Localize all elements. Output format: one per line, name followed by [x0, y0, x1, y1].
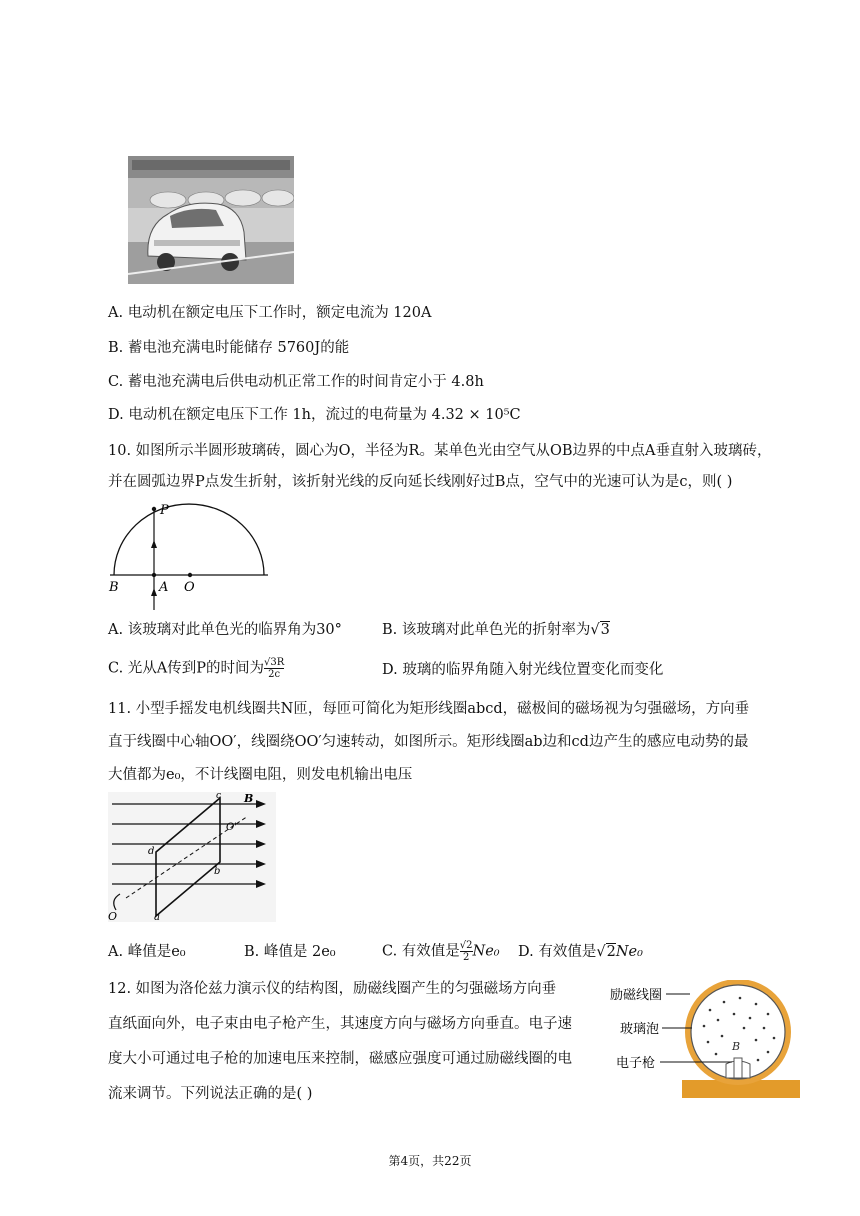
q11-stem-line2: 直于线圈中心轴OO′，线圈绕OO′匀速转动，如图所示。矩形线圈ab边和cd边产生的感应电动势的最	[108, 734, 749, 750]
q10-option-b: B. 该玻璃对此单色光的折射率为√3	[382, 622, 610, 638]
q10-option-c-num: √3R	[264, 657, 285, 668]
q10-option-b-math: 3	[600, 622, 610, 638]
label-coil: 励磁线圈	[610, 988, 663, 1003]
label-o-prime: O'	[226, 822, 237, 833]
label-b-corner: b	[214, 866, 221, 877]
q9-option-b: B. 蓄电池充满电时能储存 5760J的能	[108, 340, 350, 356]
q11-option-d: D. 有效值是√2Ne₀	[518, 944, 643, 960]
q12-stem-line1: 12. 如图为洛伦兹力演示仪的结构图，励磁线圈产生的匀强磁场方向垂	[108, 981, 557, 997]
generator-coil-diagram	[108, 792, 276, 922]
label-p: P	[160, 503, 169, 518]
label-a: a	[154, 912, 160, 922]
label-a: A	[159, 580, 169, 595]
q11-option-d-text: D. 有效值是	[518, 944, 597, 960]
lorentz-force-apparatus-diagram	[606, 980, 806, 1098]
q10-option-d: D. 玻璃的临界角随入射光线位置变化而变化	[382, 662, 664, 678]
q11-option-c	[382, 940, 500, 963]
q12-stem-line4: 流来调节。下列说法正确的是( )	[108, 1086, 313, 1102]
q10-stem-line1: 10. 如图所示半圆形玻璃砖，圆心为O，半径为R。某单色光由空气从OB边界的中点A垂直射入玻璃砖，	[108, 443, 772, 459]
label-o: O	[184, 580, 195, 595]
q10-option-c-text: C. 光从A传到P的时间为	[108, 660, 265, 677]
q11-option-c-tail: Ne₀	[472, 943, 500, 960]
semicircle-glass-diagram	[106, 500, 272, 612]
q11-option-c-num: √2	[459, 940, 473, 951]
label-bulb: 玻璃泡	[620, 1022, 660, 1037]
q12-stem-line3: 度大小可通过电子枪的加速电压来控制，磁感应强度可通过励磁线圈的电	[108, 1051, 572, 1067]
q9-option-d: D. 电动机在额定电压下工作 1h，流过的电荷量为 4.32 × 10⁵C	[108, 407, 521, 423]
q11-stem-line1: 11. 小型手摇发电机线圈共N匝，每匝可简化为矩形线圈abcd，磁极间的磁场视为匀强磁场，方向垂	[108, 701, 750, 717]
q11-option-d-math: 2	[606, 944, 616, 960]
q11-option-b: B. 峰值是 2e₀	[244, 944, 336, 960]
q9-option-c: C. 蓄电池充满电后供电动机正常工作的时间肯定小于 4.8h	[108, 374, 484, 390]
q10-option-c	[108, 657, 284, 680]
label-d: d	[148, 846, 155, 857]
q9-option-a: A. 电动机在额定电压下工作时，额定电流为 120A	[108, 305, 432, 321]
label-c: c	[216, 792, 222, 801]
q10-stem-line2: 并在圆弧边界P点发生折射，该折射光线的反向延长线刚好过B点，空气中的光速可认为是c，则( )	[108, 474, 733, 490]
page-footer: 第4页，共22页	[388, 1154, 472, 1168]
q11-option-a: A. 峰值是e₀	[108, 944, 186, 960]
label-o-axis: O	[108, 910, 118, 922]
q10-option-b-text: B. 该玻璃对此单色光的折射率为	[382, 622, 591, 638]
q11-stem-line3: 大值都为e₀，不计线圈电阻，则发电机输出电压	[108, 767, 413, 783]
q12-stem-line2: 直纸面向外，电子束由电子枪产生，其速度方向与磁场方向垂直。电子速	[108, 1016, 572, 1032]
label-b-bulb: B	[732, 1040, 741, 1053]
q11-option-d-tail: Ne₀	[615, 944, 643, 960]
q10-option-a: A. 该玻璃对此单色光的临界角为30°	[108, 622, 342, 638]
q11-option-c-text: C. 有效值是	[382, 943, 460, 960]
label-b-field: B	[244, 792, 254, 805]
label-b: B	[109, 580, 119, 595]
electric-car-photo	[128, 156, 294, 284]
q10-option-c-den: 2c	[264, 668, 284, 680]
label-gun: 电子枪	[616, 1056, 656, 1071]
q11-option-c-den: 2	[460, 951, 473, 963]
